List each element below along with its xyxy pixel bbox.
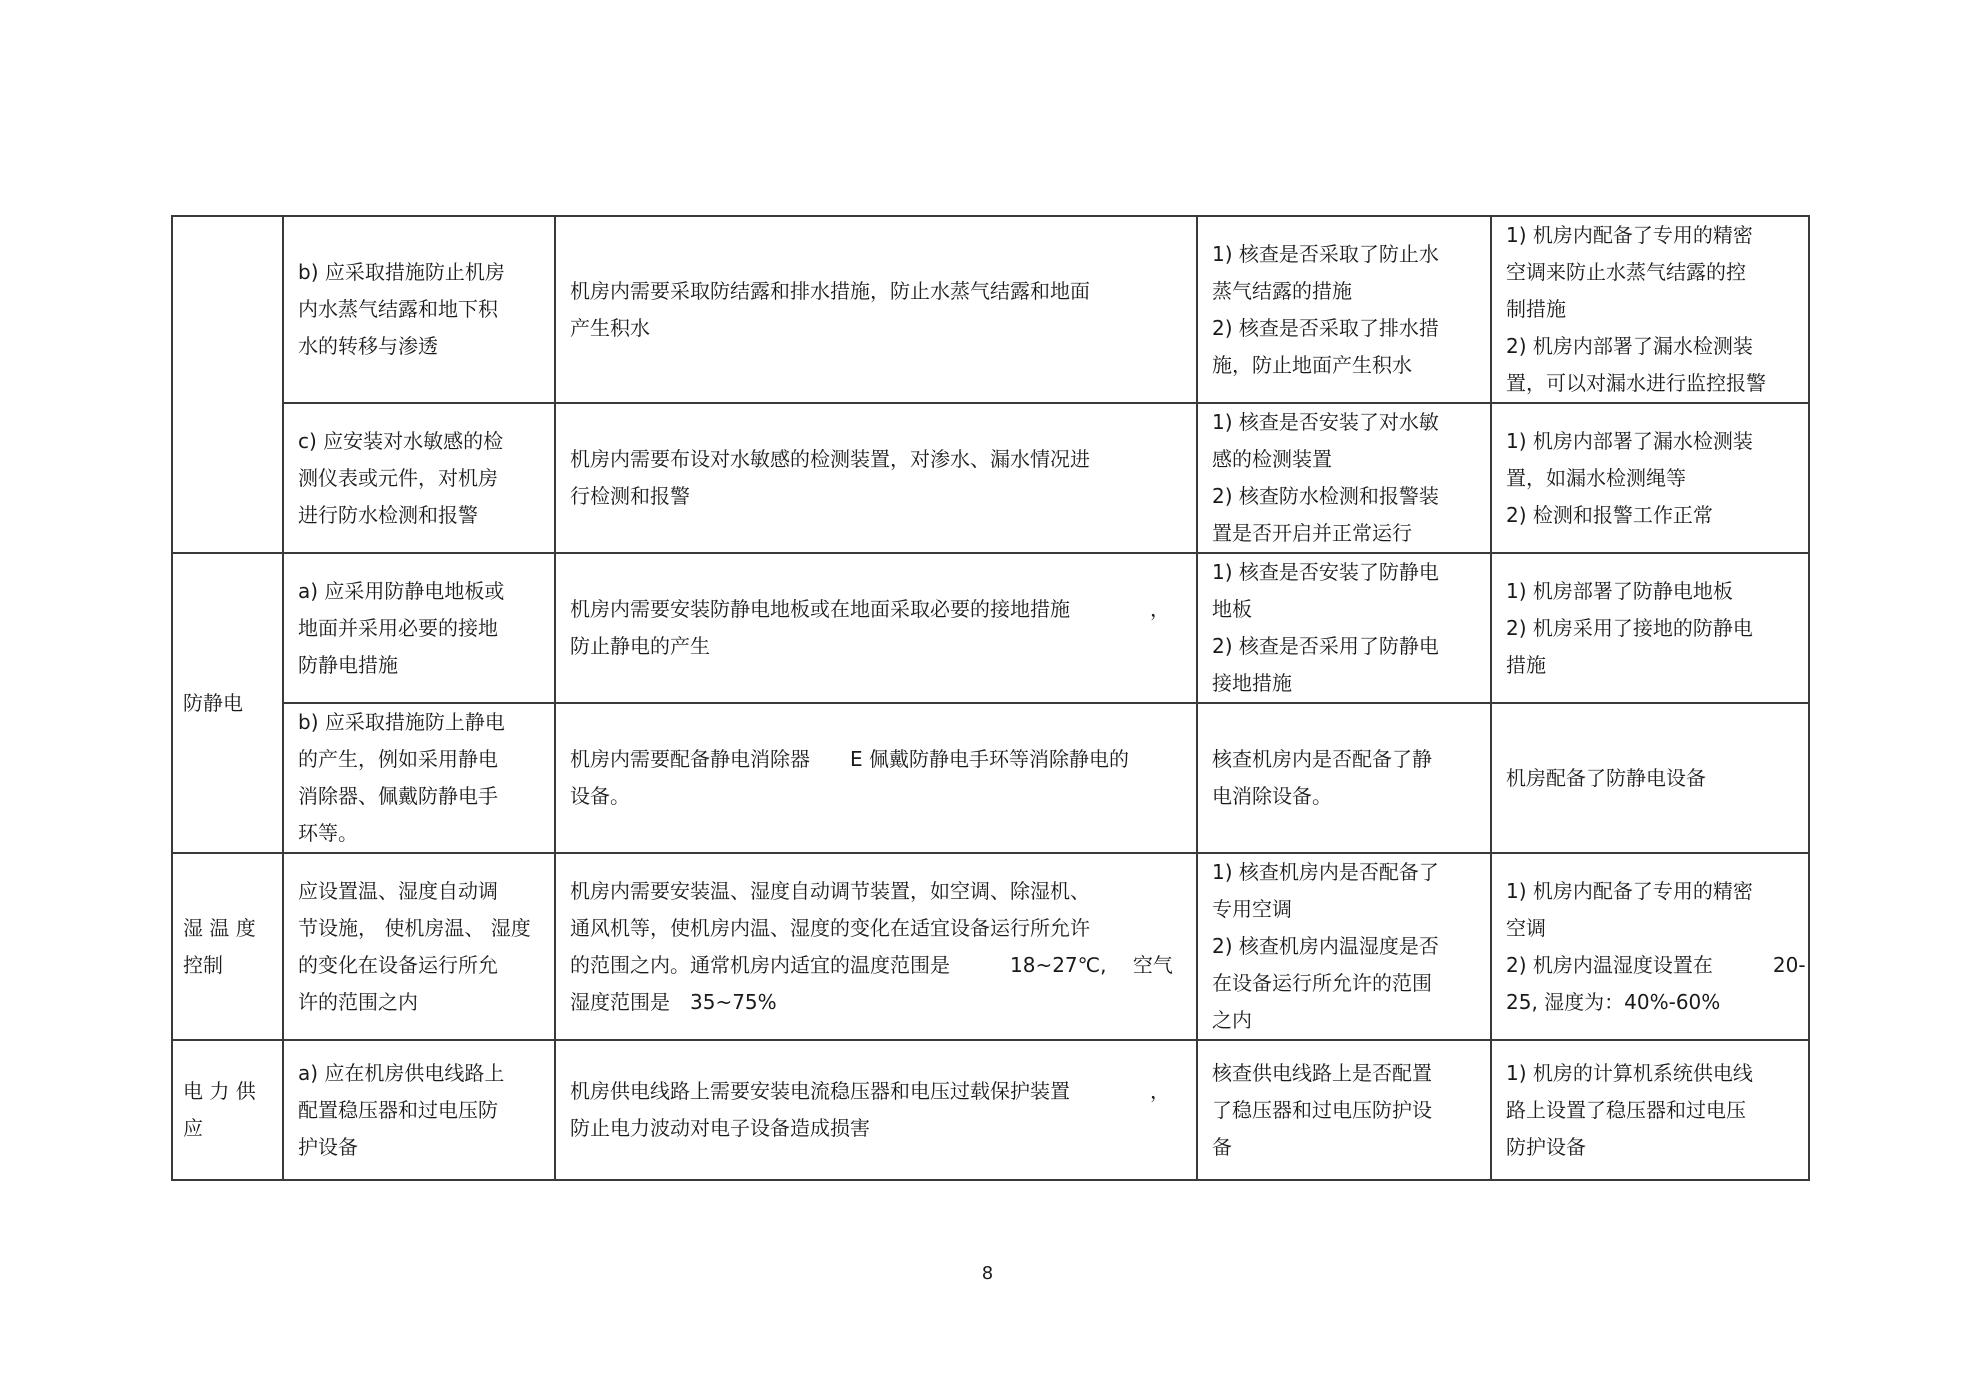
category-cell: 湿 温 度 控制: [172, 853, 283, 1040]
result-cell: 1) 机房内配备了专用的精密 空调来防止水蒸气结露的控 制措施 2) 机房内部署了漏水检测装 置，可以对漏水进行监控报警: [1491, 216, 1809, 403]
explanation-cell: 机房内需要采取防结露和排水措施，防止水蒸气结露和地面 产生积水: [555, 216, 1197, 403]
result-cell: 1) 机房部署了防静电地板 2) 机房采用了接地的防静电 措施: [1491, 553, 1809, 703]
result-cell: 1) 机房内部署了漏水检测装 置，如漏水检测绳等 2) 检测和报警工作正常: [1491, 403, 1809, 553]
check-cell: 1) 核查是否安装了防静电 地板 2) 核查是否采用了防静电 接地措施: [1197, 553, 1491, 703]
explanation-cell: 机房内需要安装温、湿度自动调节装置，如空调、除湿机、 通风机等，使机房内温、湿度的变化在适宜设备运行所允许 的范围之内。通常机房内适宜的温度范围是 18~27℃, 空气 湿度范围是 35~75%: [555, 853, 1197, 1040]
result-cell: 1) 机房的计算机系统供电线 路上设置了稳压器和过电压 防护设备: [1491, 1040, 1809, 1180]
requirement-cell: a) 应采用防静电地板或 地面并采用必要的接地 防静电措施: [283, 553, 555, 703]
explanation-cell: 机房内需要配备静电消除器 E 佩戴防静电手环等消除静电的 设备。: [555, 703, 1197, 853]
table-row: [172, 1040, 1809, 1180]
table-row: [172, 553, 1809, 703]
check-cell: 1) 核查是否安装了对水敏 感的检测装置 2) 核查防水检测和报警装 置是否开启并正常运行: [1197, 403, 1491, 553]
requirement-cell: a) 应在机房供电线路上 配置稳压器和过电压防 护设备: [283, 1040, 555, 1180]
explanation-cell: 机房内需要布设对水敏感的检测装置，对渗水、漏水情况进 行检测和报警: [555, 403, 1197, 553]
explanation-cell: 机房内需要安装防静电地板或在地面采取必要的接地措施 ， 防止静电的产生: [555, 553, 1197, 703]
check-cell: 核查供电线路上是否配置 了稳压器和过电压防护设 备: [1197, 1040, 1491, 1180]
requirement-cell: c) 应安装对水敏感的检 测仪表或元件，对机房 进行防水检测和报警: [283, 403, 555, 553]
category-cell: [172, 216, 283, 553]
requirements-table: [171, 215, 1810, 1181]
requirement-cell: b) 应采取措施防止机房 内水蒸气结露和地下积 水的转移与渗透: [283, 216, 555, 403]
explanation-cell: 机房供电线路上需要安装电流稳压器和电压过载保护装置 ， 防止电力波动对电子设备造成损害: [555, 1040, 1197, 1180]
table-row: [172, 703, 1809, 853]
check-cell: 1) 核查是否采取了防止水 蒸气结露的措施 2) 核查是否采取了排水措 施，防止地面产生积水: [1197, 216, 1491, 403]
table-row: [172, 403, 1809, 553]
category-cell: 防静电: [172, 553, 283, 853]
check-cell: 核查机房内是否配备了静 电消除设备。: [1197, 703, 1491, 853]
check-cell: 1) 核查机房内是否配备了 专用空调 2) 核查机房内温湿度是否 在设备运行所允许的范围 之内: [1197, 853, 1491, 1040]
requirement-cell: b) 应采取措施防上静电 的产生，例如采用静电 消除器、佩戴防静电手 环等。: [283, 703, 555, 853]
table-row: [172, 853, 1809, 1040]
page-number: 8: [981, 1263, 994, 1284]
result-cell: 1) 机房内配备了专用的精密 空调 2) 机房内温湿度设置在 20- 25, 湿度为：40%-60%: [1491, 853, 1809, 1040]
result-cell: 机房配备了防静电设备: [1491, 703, 1809, 853]
table-row: [172, 216, 1809, 403]
requirement-cell: 应设置温、湿度自动调 节设施， 使机房温、 湿度 的变化在设备运行所允 许的范围之内: [283, 853, 555, 1040]
category-cell: 电 力 供 应: [172, 1040, 283, 1180]
